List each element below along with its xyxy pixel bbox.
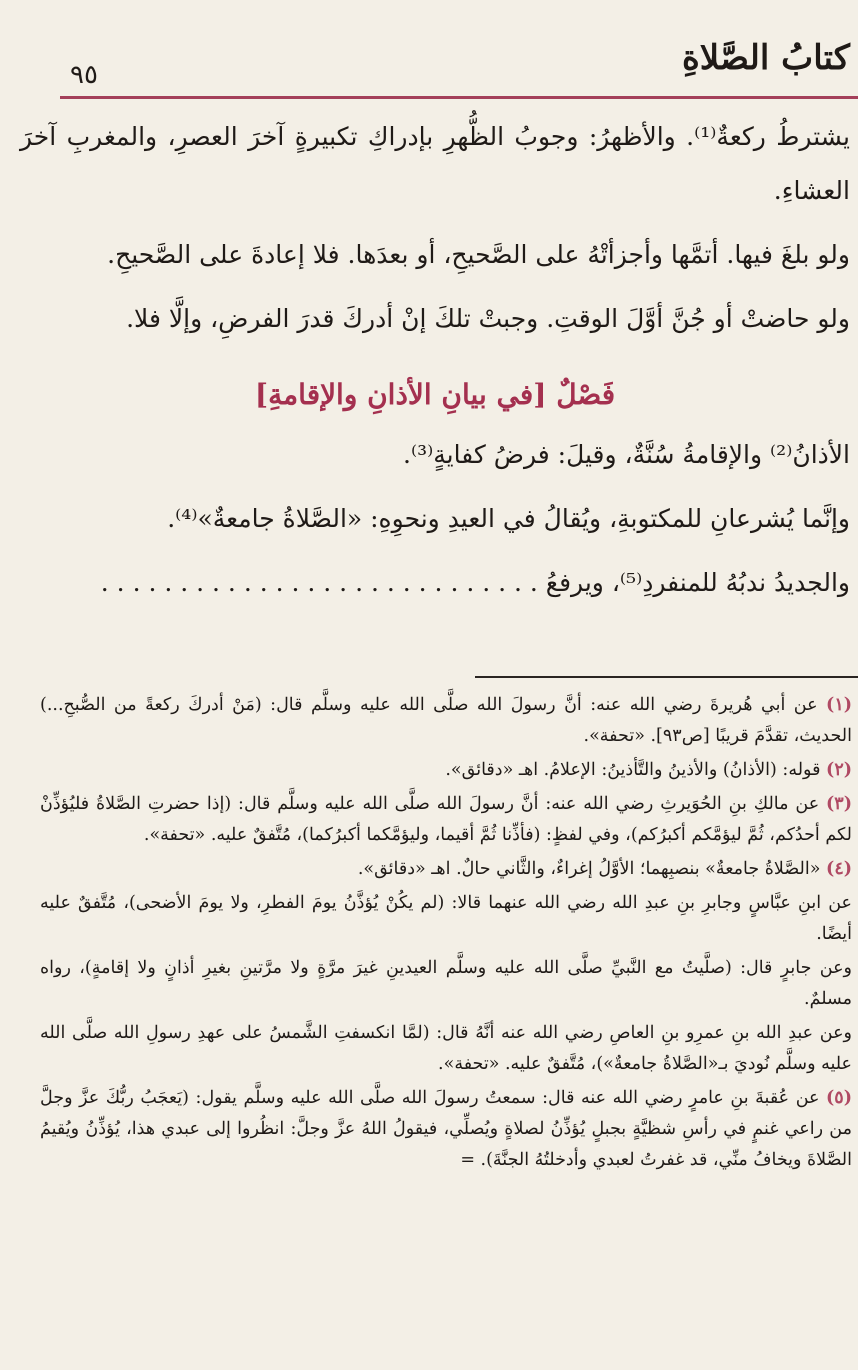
footnotes (40, 690, 852, 1179)
footnote-4 (40, 854, 852, 885)
footnote-number: (٥) (826, 1088, 852, 1108)
footnote-number: (٢) (826, 760, 852, 780)
main-paragraph-1: يشترطُ ركعةٌ⁽¹⁾. والأظهرُ: وجوبُ الظُّهرِ بإدراكِ تكبيرةٍ آخرَ العصرِ، والمغربِ آخرَ العشاءِ. (20, 122, 850, 205)
footnote-number: (٤) (826, 859, 852, 879)
footnote-text: عن مالكِ بنِ الحُوَيرثِ رضي الله عنه: أنَّ رسولَ الله صلَّى الله عليه وسلَّم قال: (إذا حضرتِ الصَّلاةُ فليُؤذِّنْ لكم أحدُكم، ثُمَّ ليؤمَّكم أكبرُكم)، وفي لفظٍ: (فأذِّنا ثُمَّ أقيما، وليؤمَّكما أكبرُكما)، مُتَّفقٌ عليه. «تحفة». (40, 794, 852, 845)
main-text (20, 110, 850, 620)
footnote-number: (٣) (826, 794, 852, 814)
footnote-text: «الصَّلاةُ جامعةٌ» بنصبِهما؛ الأوَّلُ إغراءٌ، والثَّاني حالٌ. اهـ «دقائق». (357, 859, 821, 879)
main-paragraph-4: الأذانُ⁽²⁾ والإقامةُ سُنَّةٌ، وقيلَ: فرضُ كفايةٍ⁽³⁾. (403, 440, 850, 469)
footnote-4-cont-1: عن ابنِ عبَّاسٍ وجابرِ بنِ عبدِ الله رضي الله عنهما قالا: (لم يكُنْ يُؤذَّنُ يومَ الفطرِ، ولا يومَ الأضحى)، مُتَّفقٌ عليه أيضًا. (40, 893, 852, 944)
footnote-1 (40, 690, 852, 752)
page-number: ٩٥ (70, 60, 98, 90)
header-rule (60, 96, 858, 99)
main-paragraph-5: وإنَّما يُشرعانِ للمكتوبةِ، ويُقالُ في العيدِ ونحوِهِ: «الصَّلاةُ جامعةٌ»⁽⁴⁾. (167, 504, 850, 533)
main-paragraph-2: ولو بلغَ فيها. أتمَّها وأجزأتْهُ على الصَّحيحِ، أو بعدَها. فلا إعادةَ على الصَّحيحِ. (107, 240, 850, 269)
page-header (0, 0, 858, 96)
footnote-4-cont-2: وعن جابرٍ قال: (صلَّيتُ مع النَّبيِّ صلَّى الله عليه وسلَّم العيدينِ غيرَ مرَّةٍ ولا مرَّتينِ بغيرِ أذانٍ ولا إقامةٍ)، رواه مسلمٌ. (40, 958, 852, 1009)
main-paragraph-6: والجديدُ ندبُهُ للمنفردِ⁽⁵⁾، ويرفعُ . . . . . . . . . . . . . . . . . . . . . . . . . . . . (100, 568, 850, 597)
footnote-text: عن أبي هُريرةَ رضي الله عنه: أنَّ رسولَ الله صلَّى الله عليه وسلَّم قال: (مَنْ أدركَ ركعةً من الصُّبحِ...) الحديث، تقدَّمَ قريبًا [ص٩٣]. «تحفة». (40, 695, 852, 746)
footnote-text: عن عُقبةَ بنِ عامرٍ رضي الله عنه قال: سمعتُ رسولَ الله صلَّى الله عليه وسلَّم يقول: (يَعجَبُ ربُّكَ عزَّ وجلَّ من راعي غنمٍ في رأسِ شظيَّةٍ بجبلٍ يُؤذِّنُ لصلاةٍ ويُصلِّي، فيقولُ اللهُ عزَّ وجلَّ: انظُروا إلى عبدي هذا، يُؤذِّنُ ويُقيمُ الصَّلاةَ ويخافُ منِّي، قد غفرتُ لعبدي وأدخلتُهُ الجنَّةَ). = (40, 1088, 852, 1170)
section-title: فَصْلٌ [في بيانِ الأذانِ والإقامةِ] (254, 378, 616, 411)
main-paragraph-3: ولو حاضتْ أو جُنَّ أوَّلَ الوقتِ. وجبتْ تلكَ إنْ أدركَ قدرَ الفرضِ، وإلَّا فلا. (126, 304, 850, 333)
running-title: كتابُ الصَّلاةِ (681, 38, 850, 78)
footnote-3 (40, 789, 852, 851)
footnote-2 (40, 755, 852, 786)
footnote-5 (40, 1083, 852, 1176)
footnote-number: (١) (826, 695, 852, 715)
footnote-separator (475, 676, 858, 678)
footnote-text: قوله: (الأذانُ) والأذينُ والتَّأذينُ: الإعلامُ. اهـ «دقائق». (445, 760, 821, 780)
footnote-4-cont-3: وعن عبدِ الله بنِ عمرِو بنِ العاصِ رضي الله عنه أنَّهُ قال: (لمَّا انكسفتِ الشَّمسُ على عهدِ رسولِ الله صلَّى الله عليه وسلَّم نُوديَ بـ«الصَّلاةُ جامعةٌ»)، مُتَّفقٌ عليه. «تحفة». (40, 1023, 852, 1074)
